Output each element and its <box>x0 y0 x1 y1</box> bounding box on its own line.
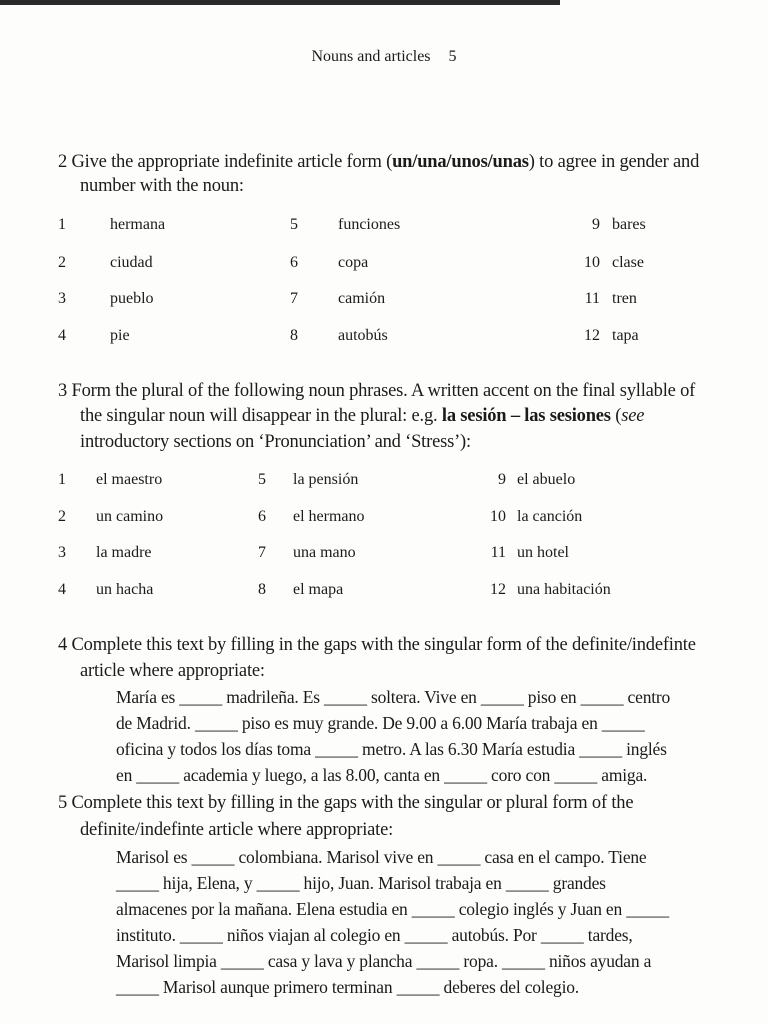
item-word: hermana <box>110 216 166 233</box>
item-number: 6 <box>290 254 298 271</box>
item-number: 4 <box>58 327 66 344</box>
item-word: el maestro <box>96 471 163 488</box>
text-line: oficina y todos los días toma _____ metro. A las 6.30 María estudia _____ inglés <box>116 739 667 759</box>
item-number: 2 <box>58 508 66 525</box>
exercise4-instruction-line2: article where appropriate: <box>80 661 265 681</box>
item-word: clase <box>612 254 644 271</box>
item-number: 9 <box>498 471 506 488</box>
item-number: 12 <box>584 327 600 344</box>
text-line: Marisol es _____ colombiana. Marisol vive en _____ casa en el campo. Tiene <box>116 847 647 867</box>
item-number: 8 <box>290 327 298 344</box>
item-number: 9 <box>592 216 600 233</box>
item-word: pueblo <box>110 290 154 307</box>
item-word: camión <box>338 290 386 307</box>
item-word: un camino <box>96 508 164 525</box>
exercise5-instruction: 5 Complete this text by filling in the gaps with the singular or plural form of the <box>58 793 634 813</box>
item-word: un hacha <box>96 581 154 598</box>
text-line: María es _____ madrileña. Es _____ soltera. Vive en _____ piso en _____ centro <box>116 687 671 707</box>
item-number: 6 <box>258 508 266 525</box>
exercise3-number: 3 <box>58 381 68 401</box>
exercise5-instruction-line2: definite/indefinte article where appropriate: <box>80 820 394 840</box>
item-word: copa <box>338 254 369 271</box>
exercise4-text <box>116 684 670 788</box>
item-word: la madre <box>96 544 152 561</box>
text-line: de Madrid. _____ piso es muy grande. De 9.00 a 6.00 María trabaja en _____ <box>116 713 645 733</box>
exercise2-instruction-line2: number with the noun: <box>80 176 244 196</box>
item-word: el abuelo <box>517 471 576 488</box>
item-word: la canción <box>517 508 583 525</box>
page-header <box>0 48 768 66</box>
exercise4-number: 4 <box>58 635 68 655</box>
item-number: 3 <box>58 544 66 561</box>
item-word: tapa <box>612 327 639 344</box>
text-line: Marisol limpia _____ casa y lava y plancha _____ ropa. _____ niños ayudan a <box>116 951 652 971</box>
item-number: 12 <box>490 581 506 598</box>
item-word: un hotel <box>517 544 569 561</box>
item-word: el hermano <box>293 508 365 525</box>
exercise3-instruction-line3: introductory sections on ‘Pronunciation’ and ‘Stress’): <box>80 432 471 452</box>
item-number: 7 <box>290 290 298 307</box>
page-number: 5 <box>448 48 457 65</box>
item-word: pie <box>110 327 130 344</box>
text-line: en _____ academia y luego, a las 8.00, canta en _____ coro con _____ amiga. <box>116 765 648 785</box>
exercise4-instruction: 4 Complete this text by filling in the gaps with the singular form of the definite/indefinte <box>58 635 696 655</box>
item-word: autobús <box>338 327 388 344</box>
item-number: 1 <box>58 216 66 233</box>
item-number: 5 <box>290 216 298 233</box>
item-number: 2 <box>58 254 66 271</box>
item-word: la pensión <box>293 471 359 488</box>
item-word: ciudad <box>110 254 153 271</box>
exercise2-number: 2 <box>58 152 68 172</box>
text-line: almacenes por la mañana. Elena estudia en _____ colegio inglés y Juan en _____ <box>116 899 669 919</box>
item-word: funciones <box>338 216 401 233</box>
exercise5-text <box>116 844 669 1000</box>
item-word: el mapa <box>293 581 344 598</box>
item-word: una habitación <box>517 581 611 598</box>
item-number: 4 <box>58 581 66 598</box>
item-number: 11 <box>584 290 600 307</box>
item-number: 8 <box>258 581 266 598</box>
item-number: 3 <box>58 290 66 307</box>
exercise3-instruction-line2: the singular noun will disappear in the plural: e.g. la sesión – las sesiones (see <box>80 406 645 426</box>
scan-top-edge <box>0 0 560 5</box>
item-word: tren <box>612 290 637 307</box>
item-word: una mano <box>293 544 356 561</box>
exercise3-instruction: 3 Form the plural of the following noun phrases. A written accent on the final syllable of <box>58 381 696 401</box>
text-line: _____ hija, Elena, y _____ hijo, Juan. Marisol trabaja en _____ grandes <box>116 873 606 893</box>
text-line: _____ Marisol aunque primero terminan _____ deberes del colegio. <box>116 977 579 997</box>
item-number: 10 <box>584 254 600 271</box>
text-line: instituto. _____ niños viajan al colegio en _____ autobús. Por _____ tardes, <box>116 925 633 945</box>
item-number: 1 <box>58 471 66 488</box>
item-number: 10 <box>490 508 506 525</box>
item-number: 11 <box>490 544 506 561</box>
item-number: 7 <box>258 544 266 561</box>
item-word: bares <box>612 216 646 233</box>
exercise2-instruction: 2 Give the appropriate indefinite article form (un/una/unos/unas) to agree in gender and <box>58 152 700 172</box>
exercise5-number: 5 <box>58 793 68 813</box>
item-number: 5 <box>258 471 266 488</box>
running-title: Nouns and articles <box>311 48 431 65</box>
